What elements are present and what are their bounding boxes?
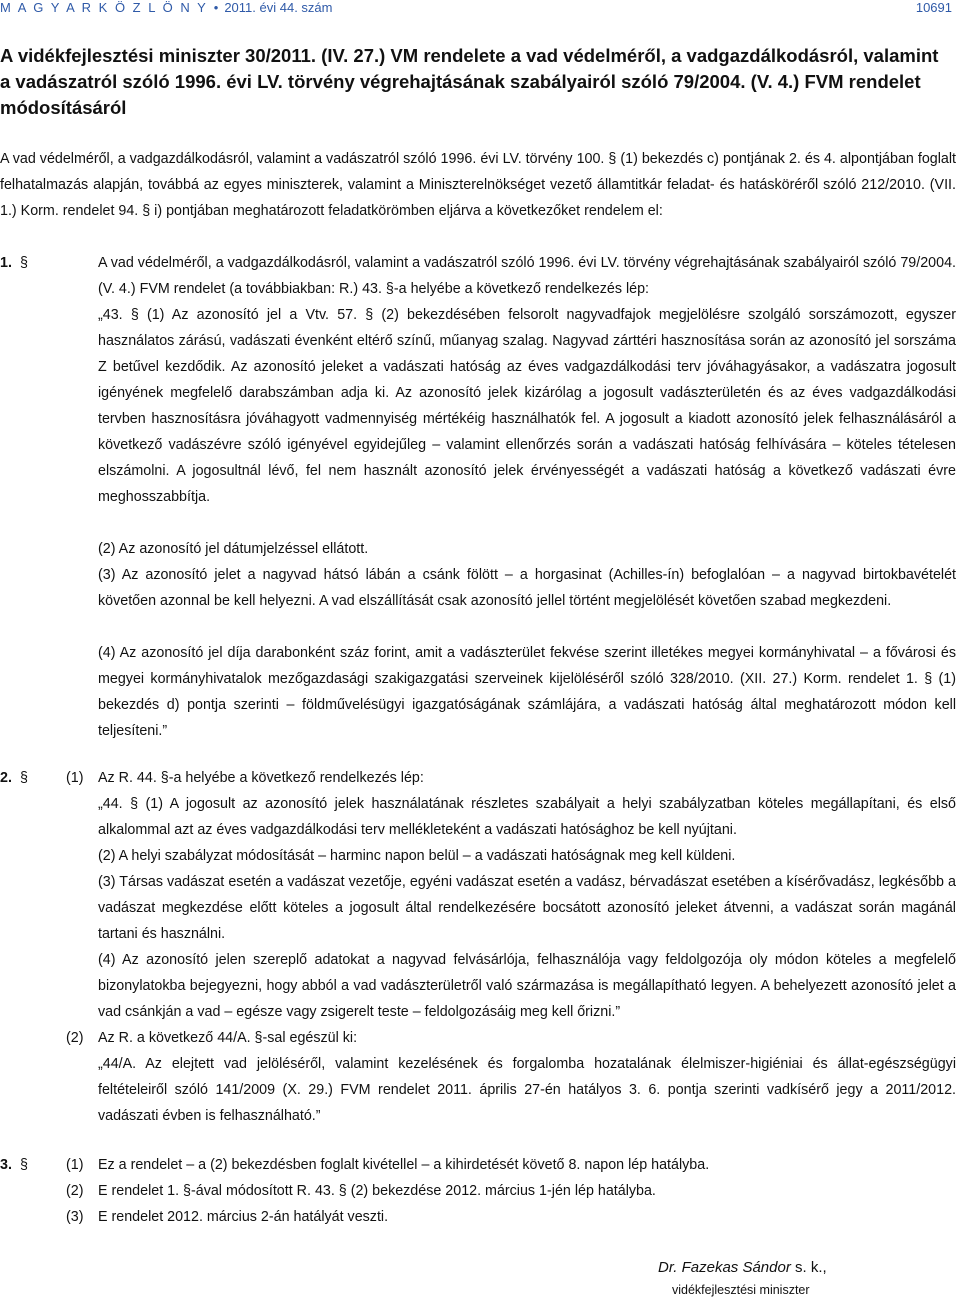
section-number: 1. [0, 255, 12, 271]
section-2-quote-paragraph-1: „44. § (1) A jogosult az azonosító jelek használatának részletes szabályait a helyi szabályzatban köteles megállapítani, és első alkalommal azt az éves vadgazdálkodási terv mellékleteként a vadászati hatósághoz be kell nyújtani. [98, 796, 956, 838]
page-number: 10691 [915, 0, 952, 15]
section-3-paragraph-2: E rendelet 1. §-ával módosított R. 43. § (2) bekezdése 2012. március 1-jén lép hatályba. [98, 1183, 656, 1199]
section-1-quote-paragraph-4: (4) Az azonosító jel díja darabonként száz forint, amit a vadászterület fekvése szerint illetékes megyei kormányhivatal – a fővárosi és megyei kormányhivatalok mezőgazdasági szakigazgatási szerveinek kijelöléséről szóló 328/2010. (XII. 27.) Korm. rendelet 1. § (1) bekezdés d) pontja szerinti – földművelésügyi igazgatóságának számlájára, a vadászati hatóság által meghatározott módon kell teljesíteni.” [98, 645, 956, 739]
section-2-quote-paragraph-2: (2) A helyi szabályzat módosítását – harminc napon belül – a vadászati hatóságnak meg kell küldeni. [98, 848, 736, 864]
section-1-quote-paragraph-3: (3) Az azonosító jelet a nagyvad hátsó lábán a csánk fölött – a horgasinat (Achilles-ín) befoglalóan – a nagyvad birtokbavételét követően azonnal be kell helyezni. A vad elszállítását csak azonosító jellel történt megjelölését követően szabad megkezdeni. [98, 567, 956, 609]
section-number: 2. [0, 770, 12, 786]
section-1-quote-paragraph-1: „43. § (1) Az azonosító jel a Vtv. 57. § (2) bekezdésében felsorolt nagyvadfajok megjelölésre szolgáló sorszámozott, egyszer használatos zárású, vadászati évenként eltérő színű, műanyag szalag. Nagyvad zárttéri hasznosítása során az azonosító jel sorszáma Z betűvel kezdődik. Az azonosító jeleket a vadászati hatóság az éves vadgazdálkodási terv jóváhagyásakor, a vadászatra jogosult igényének megfelelő darabszámban adja ki. Az azonosító jelek kizárólag a jogosult vadászterületén és az éves vadgazdálkodási tervben hasznosításra jóváhagyott vadmennyiség mértékéig használhatók fel. A jogosult a kiadott azonosító jelek felhasználásáról a következő vadászévre szóló igényével egyidejűleg – valamint ellenőrzés során a vadászati hatóság felhívására – köteles tételesen elszámolni. A jogosultnál lévő, fel nem használt azonosító jelek érvényességét a vadászati hatóság a következő vadászati évre meghosszabbítja. [98, 307, 956, 505]
issue-label: 2011. évi 44. szám [224, 0, 333, 15]
paragraph-number: (2) [66, 1183, 84, 1199]
paragraph-number: (1) [66, 770, 84, 786]
paragraph-number: (1) [66, 1157, 84, 1173]
preamble: A vad védelméről, a vadgazdálkodásról, valamint a vadászatról szóló 1996. évi LV. törvény 100. § (1) bekezdés c) pontjának 2. és 4. alpontjában foglalt felhatalmazás alapján, továbbá az egyes miniszterek, valamint a Miniszterelnökséget vezető államtitkár feladat- és hatásköréről szóló 212/2010. (VII. 1.) Korm. rendelet 94. § i) pontjában meghatározott feladatkörömben eljárva a következőket rendelem el: [0, 151, 956, 219]
paragraph-number: (2) [66, 1030, 84, 1046]
decree-title: A vidékfejlesztési miniszter 30/2011. (IV. 27.) VM rendelete a vad védelméről, a vadgazdálkodásról, valamint a vadászatról szóló 1996. évi LV. törvény végrehajtásának szabályairól szóló 79/2004. (V. 4.) FVM rendelet módosításáról [0, 45, 939, 118]
section-sign: § [20, 770, 28, 786]
section-sign: § [20, 1157, 28, 1173]
section-2-quote-paragraph-3: (3) Társas vadászat esetén a vadászat vezetője, egyéni vadászat esetén a vadász, bérvadászat esetében a kísérővadász, legkésőbb a vadászat megkezdése előtt köteles a jogosult által rendelkezésére bocsátott azonosító jeleket átvenni, a vadászat során magánál tartani és használni. [98, 874, 956, 942]
section-sign: § [20, 255, 28, 271]
section-number: 3. [0, 1157, 12, 1173]
section-3-paragraph-3: E rendelet 2012. március 2-án hatályát veszti. [98, 1209, 389, 1225]
separator-dot: • [213, 0, 219, 15]
signatory [658, 1258, 827, 1278]
running-header [0, 0, 960, 20]
section-1-quote-paragraph-2: (2) Az azonosító jel dátumjelzéssel ellátott. [98, 541, 369, 557]
section-2-quote-paragraph-5: „44/A. Az elejtett vad jelöléséről, valamint kezelésének és forgalomba hozatalának élelmiszer-higiéniai és állat-egészségügyi feltételeiről szóló 141/2009 (X. 29.) FVM rendelet 2011. április 27-én hatályos 3. 6. pontja szerinti vadkísérő jegy a 2011/2012. vadászati évben is felhasználható.” [98, 1056, 956, 1124]
journal-name: M A G Y A R K Ö Z L Ö N Y [0, 0, 208, 15]
section-3-paragraph-1: Ez a rendelet – a (2) bekezdésben foglalt kivétellel – a kihirdetését követő 8. napon lép hatályba. [98, 1157, 710, 1173]
signatory-role: vidékfejlesztési miniszter [672, 1283, 810, 1297]
signatory-name: Dr. Fazekas Sándor [658, 1259, 791, 1276]
paragraph-number: (3) [66, 1209, 84, 1225]
signatory-suffix: s. k., [790, 1259, 827, 1276]
section-1-intro: A vad védelméről, a vadgazdálkodásról, valamint a vadászatról szóló 1996. évi LV. törvény végrehajtásának szabályairól szóló 79/2004. (V. 4.) FVM rendelet (a továbbiakban: R.) 43. §-a helyébe a következő rendelkezés lép: [98, 255, 956, 297]
section-2-quote-paragraph-4: (4) Az azonosító jelen szereplő adatokat a nagyvad felvásárlója, felhasználója vagy feldolgozója oly módon köteles a megfelelő bizonylatokba bejegyezni, hogy abból a vad vadászterületről való származása is megállapítható legyen. A behelyezett azonosító jelet a vad csánkján a vad – egésze vagy zsigerelt teste – feldolgozásáig meg kell őrizni.” [98, 952, 956, 1020]
journal-running-head [0, 0, 332, 15]
section-2-paragraph-1: Az R. 44. §-a helyébe a következő rendelkezés lép: [98, 770, 424, 786]
section-2-paragraph-2: Az R. a következő 44/A. §-sal egészül ki: [98, 1030, 358, 1046]
